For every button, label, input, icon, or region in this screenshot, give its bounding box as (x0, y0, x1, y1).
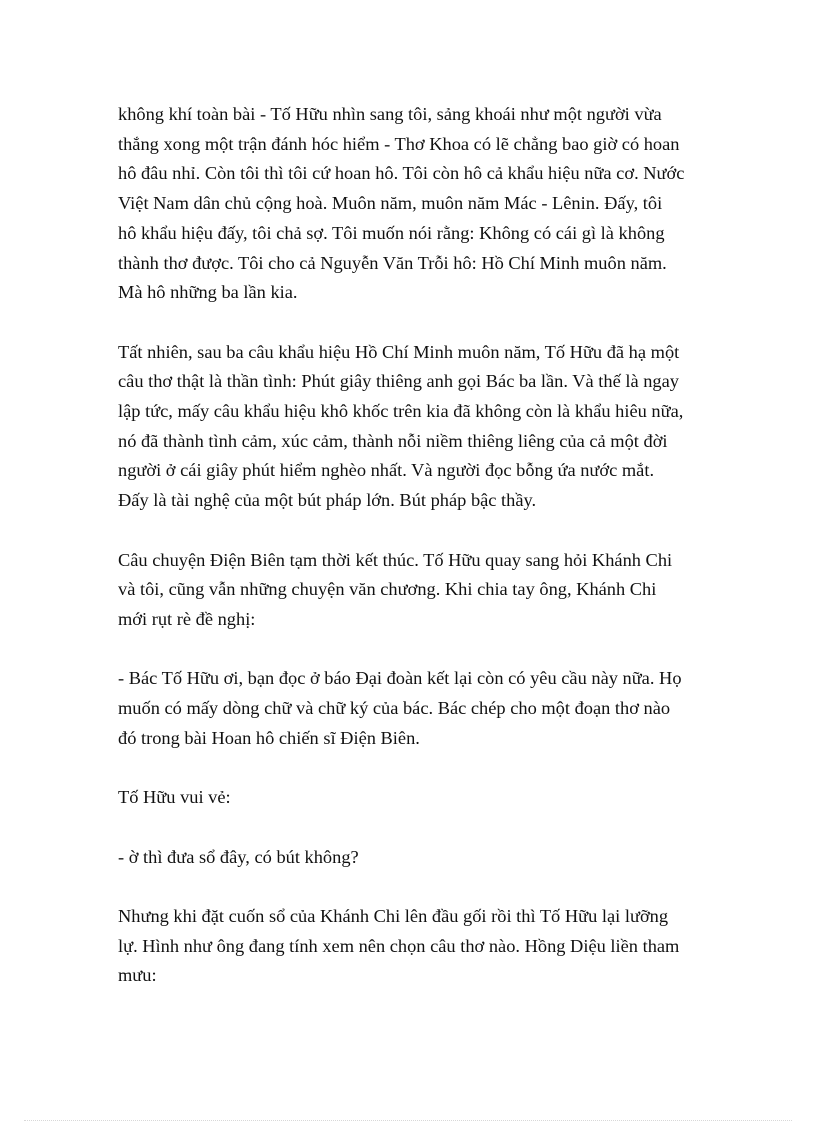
paragraph-5 (118, 783, 703, 813)
paragraph-3 (118, 546, 703, 635)
paragraph-1 (118, 100, 703, 308)
paragraph-6 (118, 843, 703, 873)
paragraph-2 (118, 338, 703, 516)
paragraph-4 (118, 664, 703, 753)
text-line: lự. Hình như ông đang tính xem nên chọn câu thơ nào. Hồng Diệu liền tham (118, 935, 680, 956)
text-line: và tôi, cũng vẫn những chuyện văn chương. Khi chia tay ông, Khánh Chi (118, 579, 657, 600)
text-line: Tất nhiên, sau ba câu khẩu hiệu Hồ Chí Minh muôn năm, Tố Hữu đã hạ một (118, 341, 680, 362)
text-line: đó trong bài Hoan hô chiến sĩ Điện Biên. (118, 727, 420, 748)
text-line: hô khẩu hiệu đấy, tôi chả sợ. Tôi muốn nói rằng: Không có cái gì là không (118, 222, 665, 243)
text-line: Nhưng khi đặt cuốn sổ của Khánh Chi lên đầu gối rồi thì Tố Hữu lại lưỡng (118, 905, 669, 926)
text-line: Tố Hữu vui vẻ: (118, 787, 231, 808)
text-line: hô đâu nhỉ. Còn tôi thì tôi cứ hoan hô. Tôi còn hô cả khẩu hiệu nữa cơ. Nước (118, 163, 685, 184)
text-line: Đấy là tài nghệ của một bút pháp lớn. Bút pháp bậc thầy. (118, 490, 537, 511)
text-line: mới rụt rè đề nghị: (118, 608, 256, 629)
document-body (118, 100, 703, 1021)
text-line: Câu chuyện Điện Biên tạm thời kết thúc. Tố Hữu quay sang hỏi Khánh Chi (118, 549, 673, 570)
text-line: thành thơ được. Tôi cho cả Nguyễn Văn Trỗi hô: Hồ Chí Minh muôn năm. (118, 252, 667, 273)
text-line: mưu: (118, 965, 157, 986)
text-line: - ờ thì đưa sổ đây, có bút không? (118, 846, 359, 867)
text-line: lập tức, mấy câu khẩu hiệu khô khốc trên kia đã không còn là khẩu hiêu nữa, (118, 401, 684, 422)
page-bottom-divider (24, 1120, 792, 1121)
paragraph-7 (118, 902, 703, 991)
text-line: người ở cái giây phút hiểm nghèo nhất. Và người đọc bỗng ứa nước mắt. (118, 460, 655, 481)
text-line: không khí toàn bài - Tố Hữu nhìn sang tôi, sảng khoái như một người vừa (118, 104, 662, 124)
text-line: thắng xong một trận đánh hóc hiểm - Thơ Khoa có lẽ chẳng bao giờ có hoan (118, 133, 680, 154)
text-line: - Bác Tố Hữu ơi, bạn đọc ở báo Đại đoàn kết lại còn có yêu cầu này nữa. Họ (118, 668, 682, 689)
text-line: câu thơ thật là thần tình: Phút giây thiêng anh gọi Bác ba lần. Và thế là ngay (118, 371, 679, 392)
text-line: Việt Nam dân chủ cộng hoà. Muôn năm, muôn năm Mác - Lênin. Đấy, tôi (118, 193, 663, 214)
text-line: muốn có mấy dòng chữ và chữ ký của bác. Bác chép cho một đoạn thơ nào (118, 698, 671, 719)
text-line: nó đã thành tình cảm, xúc cảm, thành nỗi niềm thiêng liêng của cả một đời (118, 430, 668, 451)
text-line: Mà hô những ba lần kia. (118, 282, 298, 303)
